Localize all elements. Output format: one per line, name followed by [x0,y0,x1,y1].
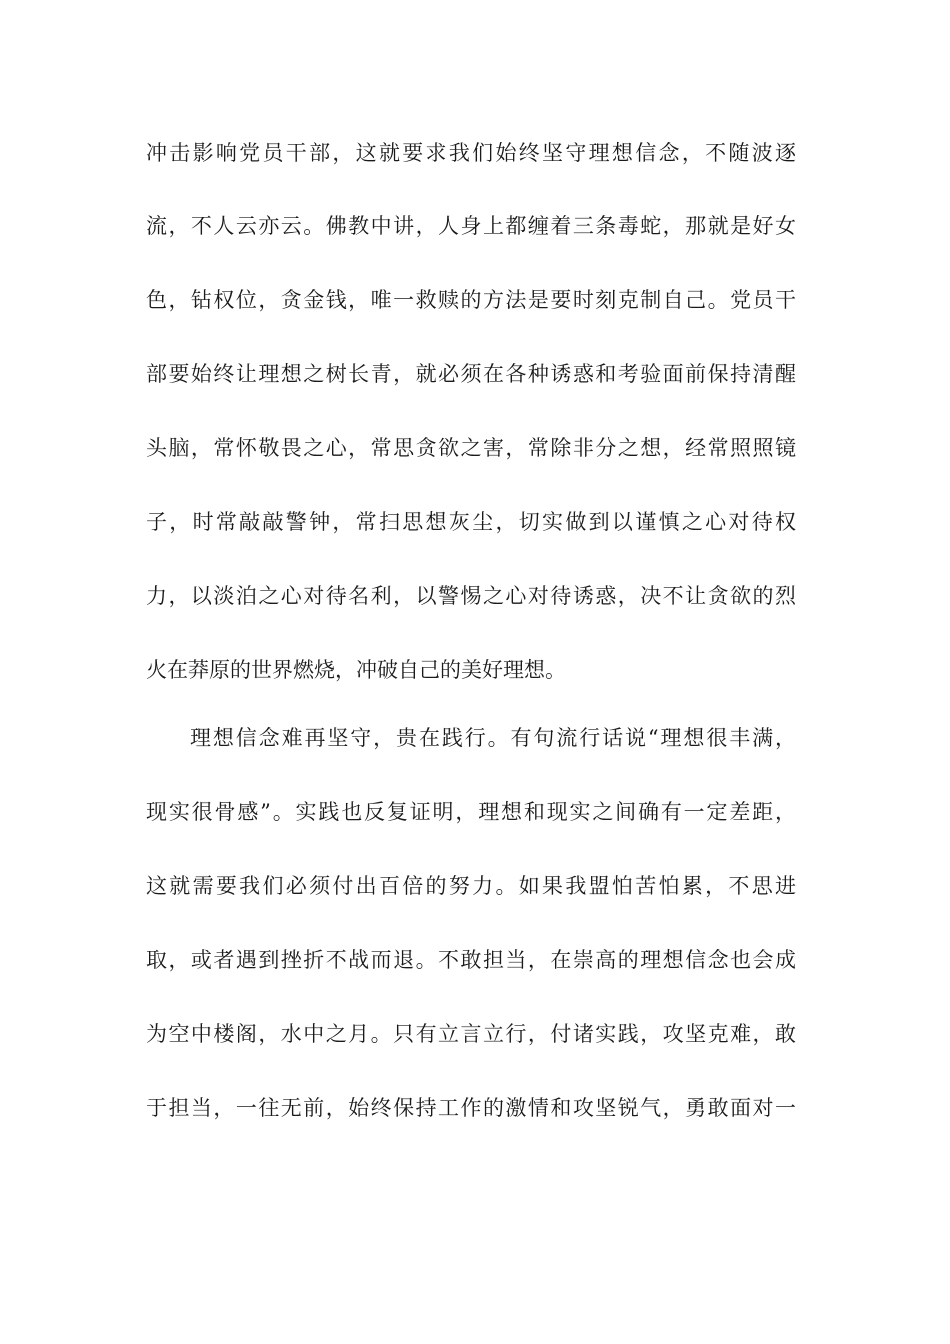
text-line-12: 取，或者遇到挫折不战而退。不敢担当，在崇高的理想信念也会成 [146,948,796,972]
text-line-7: 力，以淡泊之心对待名利，以警惕之心对待诱惑，决不让贪欲的烈 [146,584,796,608]
text-line-3: 色，钻权位，贪金钱，唯一救赎的方法是要时刻克制自己。党员干 [146,288,796,312]
text-line-9: 理想信念难再坚守，贵在践行。有句流行话说“理想很丰满， [190,726,796,750]
text-line-1: 冲击影响党员干部，这就要求我们始终坚守理想信念，不随波逐 [146,141,796,165]
text-line-6: 子，时常敲敲警钟，常扫思想灰尘，切实做到以谨慎之心对待权 [146,510,796,534]
text-line-13: 为空中楼阁，水中之月。只有立言立行，付诸实践，攻坚克难，敢 [146,1022,796,1046]
text-line-8: 火在莽原的世界燃烧，冲破自己的美好理想。 [146,658,566,682]
text-line-4: 部要始终让理想之树长青，就必须在各种诱惑和考验面前保持清醒 [146,362,796,386]
text-line-10: 现实很骨感”。实践也反复证明，理想和现实之间确有一定差距， [146,800,796,824]
text-line-5: 头脑，常怀敬畏之心，常思贪欲之害，常除非分之想，经常照照镜 [146,436,796,460]
text-line-11: 这就需要我们必须付出百倍的努力。如果我盟怕苦怕累，不思进 [146,874,796,898]
text-line-14: 于担当，一往无前，始终保持工作的激情和攻坚锐气，勇敢面对一 [146,1096,796,1120]
text-line-2: 流，不人云亦云。佛教中讲，人身上都缠着三条毒蛇，那就是好女 [146,214,796,238]
